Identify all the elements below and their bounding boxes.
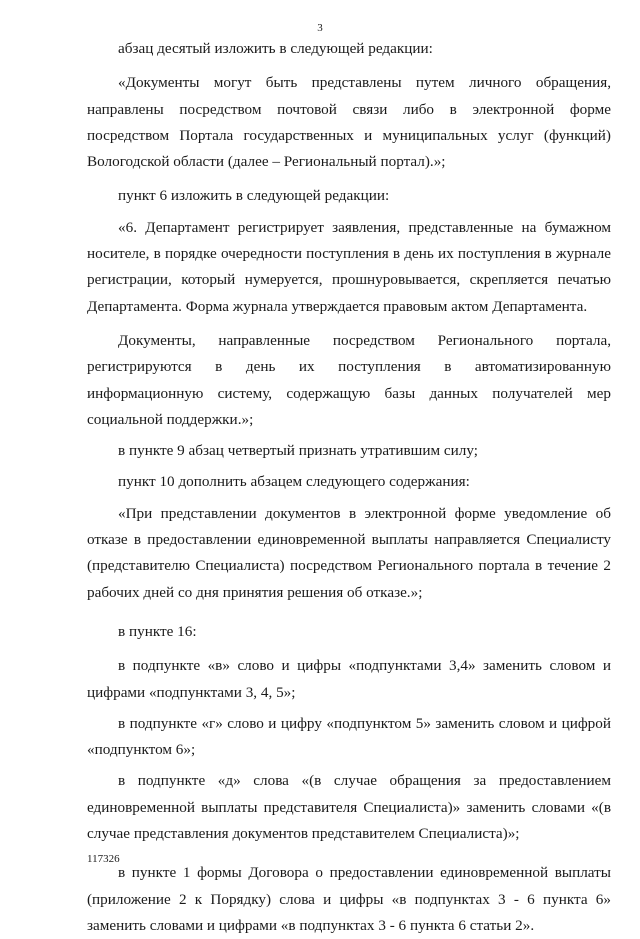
paragraph: в пункте 16: [118, 622, 197, 640]
paragraph: «6. Департамент регистрирует заявления, представленные на бумажном носителе, в порядке очередности поступления в день их поступления в журнале регистрации, который нумеруется, прошнуровывается, скрепляется печатью Департамента. Форма журнала утверждается правовым актом Департамента. [87, 218, 611, 315]
document-code: 117326 [87, 853, 120, 865]
paragraph: абзац десятый изложить в следующей редакции: [118, 40, 433, 57]
page-number: 3 [317, 22, 323, 34]
paragraph: в подпункте «г» слово и цифру «подпунктом 5» заменить словом и цифрой «подпунктом 6»; [87, 714, 611, 759]
paragraph: пункт 6 изложить в следующей редакции: [118, 187, 390, 205]
document-body [87, 36, 611, 939]
paragraph: «При представлении документов в электронной форме уведомление об отказе в предоставлении единовременной выплаты направляется Специалисту (представителю Специалиста) посредством Регионального портала в течение 2 рабочих дней со дня принятия решения об отказе.»; [87, 504, 611, 601]
paragraph: Документы, направленные посредством Регионального портала, регистрируются в день их поступления в автоматизированную информационную систему, содержащую базы данных получателей мер социальной поддержки.»; [87, 331, 611, 428]
paragraph: пункт 10 дополнить абзацем следующего содержания: [118, 473, 470, 491]
paragraph: «Документы могут быть представлены путем личного обращения, направлены посредством почтовой связи либо в электронной форме посредством Портала государственных и муниципальных услуг (функций) Вологодской области (далее – Региональный портал).»; [87, 74, 611, 171]
paragraph: в пункте 9 абзац четвертый признать утратившим силу; [118, 442, 478, 460]
paragraph: в подпункте «д» слова «(в случае обращения за предоставлением единовременной выплаты представителя Специалиста)» заменить словами «(в случае представления документов представителем Специалиста)»; [87, 772, 611, 843]
paragraph: в пункте 1 формы Договора о предоставлении единовременной выплаты (приложение 2 к Порядку) слова и цифры «в подпунктах 3 - 6 пункта 6» заменить словами и цифрами «в подпунктах 3 - 6 пункта 6 статьи 2». [87, 864, 611, 934]
paragraph: в подпункте «в» слово и цифры «подпунктами 3,4» заменить словом и цифрами «подпунктами 3, 4, 5»; [87, 657, 611, 701]
